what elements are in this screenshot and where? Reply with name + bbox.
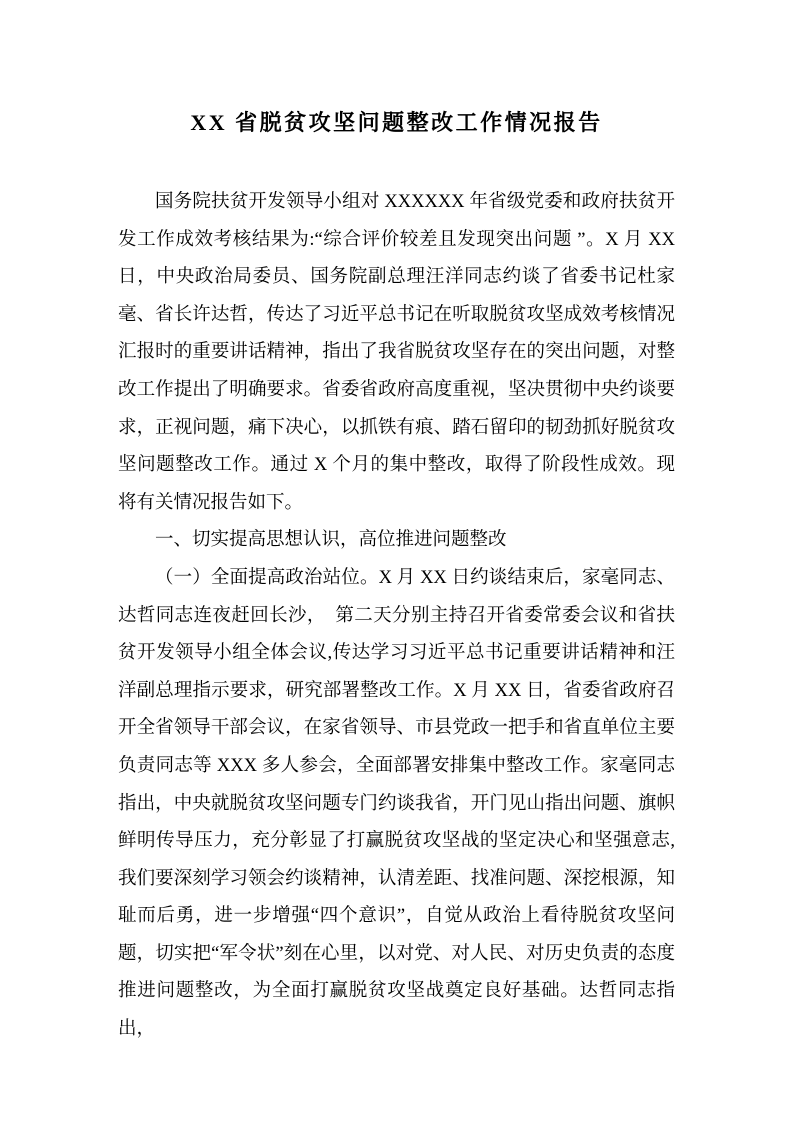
document-title: XX 省脱贫攻坚问题整改工作情况报告 (190, 110, 603, 135)
paragraph-section-1: （一）全面提高政治站位。X 月 XX 日约谈结束后，家毫同志、达哲同志连夜赶回长沙， 第二天分别主持召开省委常委会议和省扶贫开发领导小组全体会议,传达学习习近平总书记重要讲话精神和汪洋副总理指示要求，研究部署整改工作。X 月 XX 日，省委省政府召开全省领导干部会议，在家省领导、市县党政一把手和省直单位主要负责同志等 XXX 多人参会，全面部署安排集中整改工作。家毫同志指出，中央就脱贫攻坚问题专门约谈我省，开门见山指出问题、旗帜鲜明传导压力，充分彰显了打赢脱贫攻坚战的坚定决心和坚强意志,我们要深刻学习领会约谈精神，认清差距、找准问题、深挖根源，知耻而后勇，进一步增强“四个意识”，自觉从政治上看待脱贫攻坚问题，切实把“军令状”刻在心里，以对党、对人民、对历史负责的态度推进问题整改，为全面打赢脱贫攻坚战奠定良好基础。达哲同志指出， (118, 567, 675, 1040)
document-body (118, 184, 675, 1049)
section-heading: 一、切实提高思想认识，高位推进问题整改 (155, 530, 507, 551)
paragraph-intro: 国务院扶贫开发领导小组对 XXXXXX 年省级党委和政府扶贫开发工作成效考核结果为:“综合评价较差且发现突出问题 ”。X 月 XX 日，中央政治局委员、国务院副总理汪洋同志约谈了省委书记杜家毫、省长许达哲，传达了习近平总书记在听取脱贫攻坚成效考核情况汇报时的重要讲话精神，指出了我省脱贫攻坚存在的突出问题，对整改工作提出了明确要求。省委省政府高度重视，坚决贯彻中央约谈要求，正视问题，痛下决心，以抓铁有痕、踏石留印的韧劲抓好脱贫攻坚问题整改工作。通过 X 个月的集中整改，取得了阶段性成效。现将有关情况报告如下。 (118, 192, 675, 513)
